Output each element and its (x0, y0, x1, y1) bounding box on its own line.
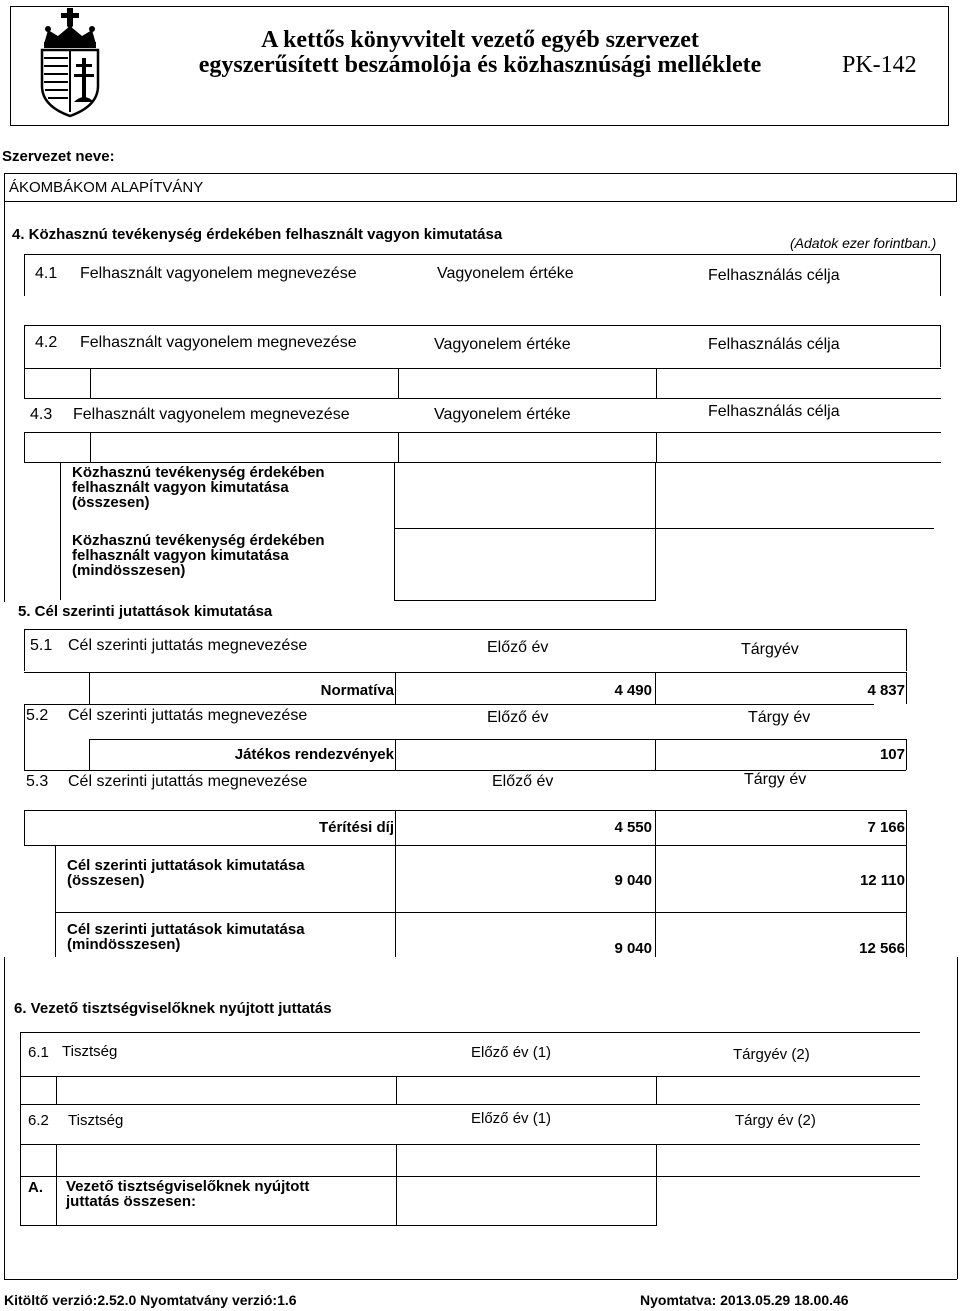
s6-row1-curr: Tárgyév (2) (733, 1046, 810, 1063)
form-title-line2: egyszerűsített beszámolója és közhasznúsági melléklete (198, 52, 762, 78)
s4-row2-value: Vagyonelem értéke (434, 336, 571, 353)
s4-total2-line3: (mindösszesen) (72, 562, 186, 579)
s5-total1-curr: 12 110 (859, 872, 905, 889)
s5-row1-num: 5.1 (30, 637, 53, 654)
s6-row2-curr: Tárgy év (2) (735, 1112, 816, 1129)
s4-total2-line1: Közhasznú tevékenység érdekében (72, 532, 325, 549)
form-title-line1: A kettős könyvvitelt vezető egyéb szervezet (261, 27, 699, 53)
s5-row1-prev: Előző év (487, 639, 549, 656)
s6-total-line2: juttatás összesen: (66, 1193, 197, 1210)
s5-row3-curr: Tárgy év (744, 771, 807, 788)
footer-version: Kitöltő verzió:2.52.0 Nyomtatvány verzió:1.6 (4, 1292, 297, 1308)
s4-row1-purpose: Felhasználás célja (708, 267, 840, 284)
s6-total-line1: Vezető tisztségviselőknek nyújtott (66, 1178, 310, 1195)
s5-row1-name: Cél szerinti juttatás megnevezése (68, 637, 308, 654)
s5-row2-num: 5.2 (26, 707, 49, 724)
s6-title: 6. Vezető tisztségviselőknek nyújtott juttatás (14, 1000, 332, 1017)
s6-total-num: A. (28, 1179, 43, 1196)
s5-row3-name: Cél szerinti jutattás megnevezése (68, 773, 308, 790)
s4-row2-purpose: Felhasználás célja (708, 336, 840, 353)
s5-title: 5. Cél szerinti jutattások kimutatása (18, 603, 273, 620)
s5-row1-curr: Tárgyév (741, 641, 799, 658)
s4-row1-name: Felhasznált vagyonelem megnevezése (80, 265, 357, 282)
s4-row1-num: 4.1 (35, 265, 58, 282)
s5-total2-line2: (mindösszesen) (67, 936, 181, 953)
s5-row2-item-curr: 107 (879, 746, 905, 763)
s4-row3-purpose: Felhasználás célja (708, 403, 840, 420)
s5-row3-item-prev: 4 550 (614, 819, 652, 836)
s4-row3-num: 4.3 (30, 406, 53, 423)
s4-row2-name: Felhasznált vagyonelem megnevezése (80, 334, 357, 351)
s5-total1-line1: Cél szerinti juttatások kimutatása (67, 857, 305, 874)
s6-row2-num: 6.2 (28, 1112, 49, 1129)
s5-total1-line2: (összesen) (67, 872, 145, 889)
s5-total1-prev: 9 040 (614, 872, 652, 889)
s4-total1-line3: (összesen) (72, 494, 150, 511)
s5-row2-name: Cél szerinti juttatás megnevezése (68, 707, 308, 724)
s5-row1-item: Normatíva (320, 682, 394, 699)
s4-unit-note: (Adatok ezer forintban.) (790, 235, 937, 251)
s5-total2-curr: 12 566 (859, 940, 905, 957)
s4-total1-line1: Közhasznú tevékenység érdekében (72, 464, 325, 481)
s5-row2-item: Játékos rendezvények (234, 746, 394, 763)
hungarian-coat-of-arms-icon (30, 6, 110, 118)
s5-total2-line1: Cél szerinti juttatások kimutatása (67, 921, 305, 938)
s5-row3-num: 5.3 (26, 773, 49, 790)
s4-row2-num: 4.2 (35, 334, 58, 351)
s5-row3-item-curr: 7 166 (867, 819, 905, 836)
s4-total1-line2: felhasznált vagyon kimutatása (72, 479, 289, 496)
footer-printed: Nyomtatva: 2013.05.29 18.00.46 (640, 1292, 849, 1308)
s4-row3-name: Felhasznált vagyonelem megnevezése (73, 406, 350, 423)
s5-total2-prev: 9 040 (614, 940, 652, 957)
s5-row3-item: Térítési díj (318, 819, 394, 836)
s4-total2-line2: felhasznált vagyon kimutatása (72, 547, 289, 564)
s5-row3-prev: Előző év (492, 773, 554, 790)
s6-row1-name: Tisztség (62, 1043, 118, 1060)
s5-row1-item-prev: 4 490 (614, 682, 652, 699)
s4-title: 4. Közhasznú tevékenység érdekében felhasznált vagyon kimutatása (12, 226, 503, 243)
s4-row1-value: Vagyonelem értéke (437, 265, 574, 282)
s5-row2-curr: Tárgy év (748, 709, 811, 726)
form-code: PK-142 (842, 52, 917, 78)
org-name-label: Szervezet neve: (2, 148, 115, 165)
s6-row2-name: Tisztség (68, 1112, 124, 1129)
s5-row1-item-curr: 4 837 (867, 682, 905, 699)
s6-row1-num: 6.1 (28, 1044, 49, 1061)
org-name-value: ÁKOMBÁKOM ALAPÍTVÁNY (9, 179, 204, 196)
s6-row1-prev: Előző év (1) (471, 1044, 552, 1061)
s4-row3-value: Vagyonelem értéke (434, 406, 571, 423)
s6-row2-prev: Előző év (1) (471, 1110, 552, 1127)
s5-row2-prev: Előző év (487, 709, 549, 726)
